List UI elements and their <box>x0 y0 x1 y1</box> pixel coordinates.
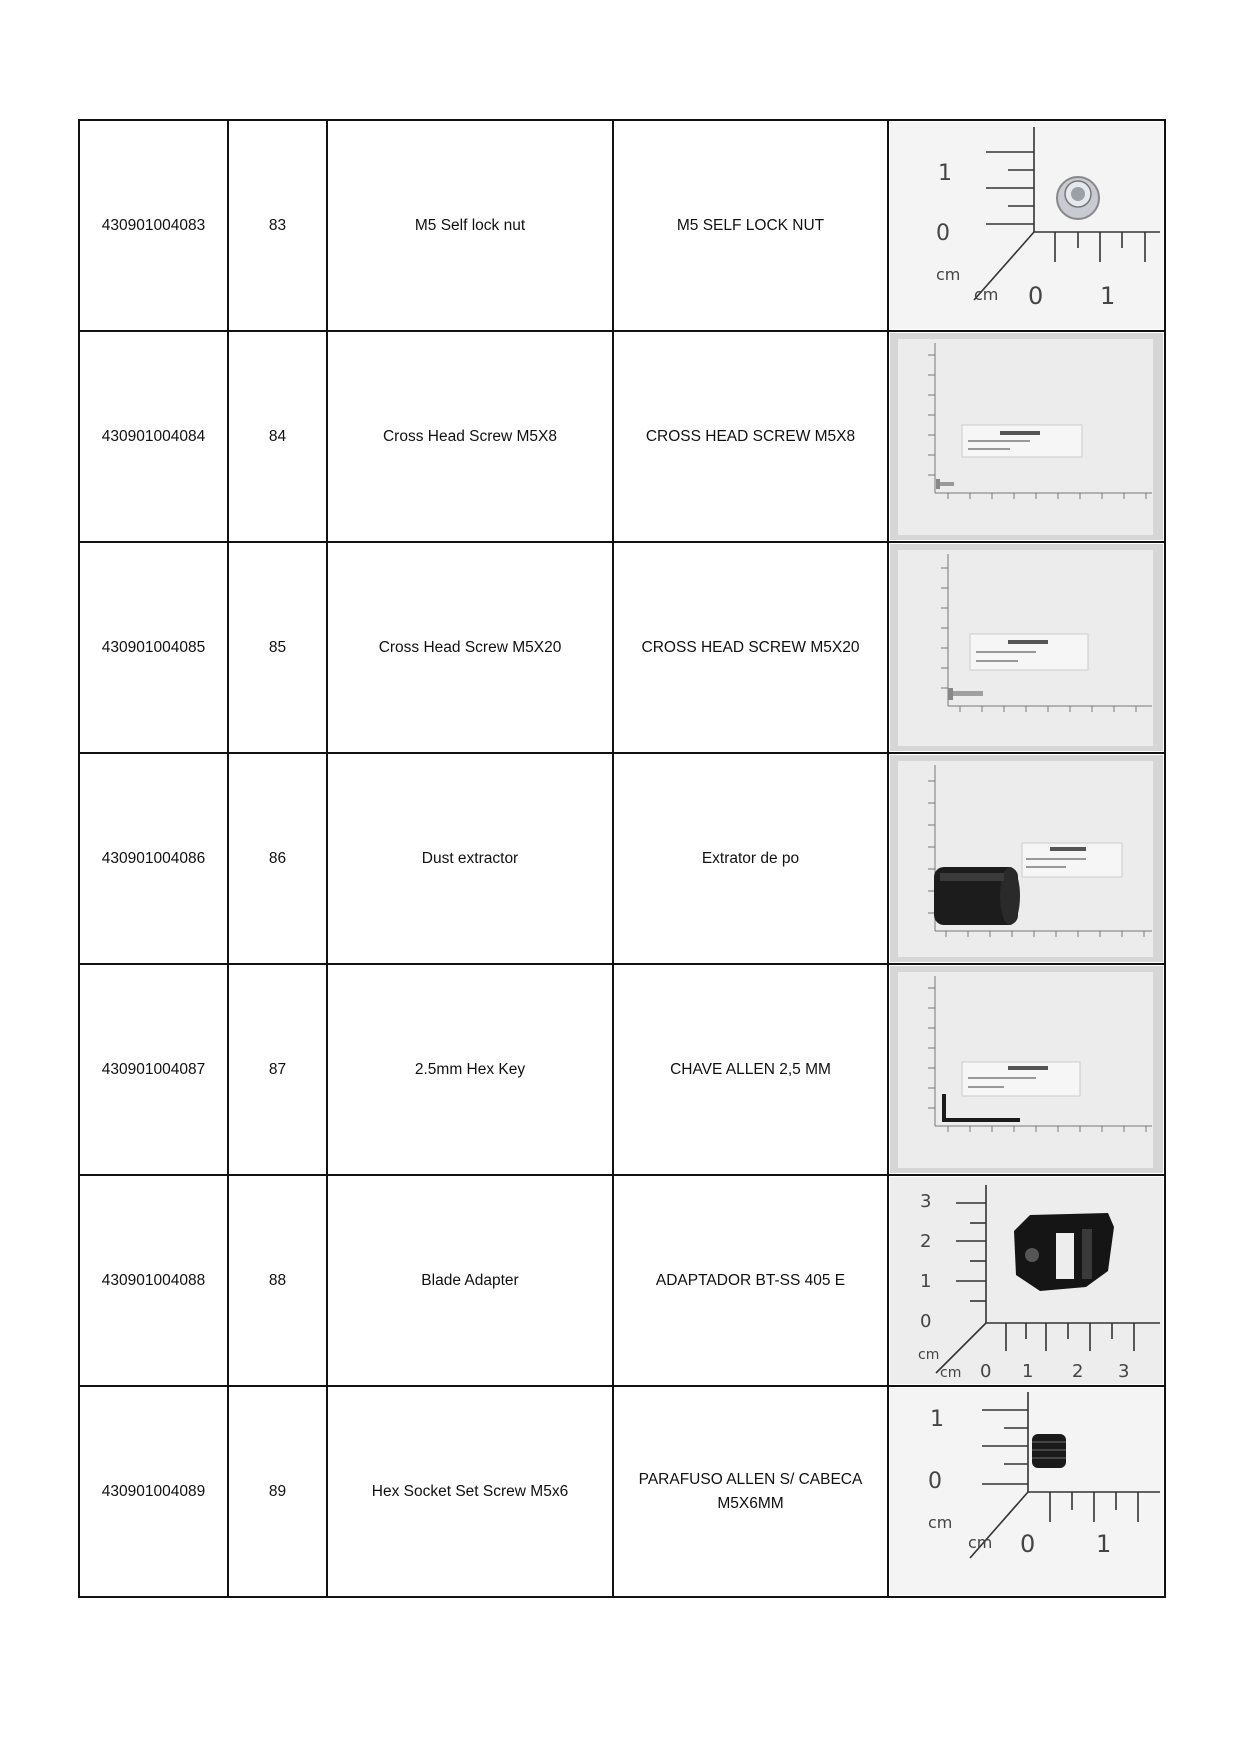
set-screw-photo <box>890 1388 1163 1595</box>
dust-extractor-photo <box>890 755 1163 962</box>
part-photo-cell <box>888 120 1165 331</box>
svg-text:3: 3 <box>920 1191 932 1212</box>
part-description: 2.5mm Hex Key <box>327 964 613 1175</box>
svg-text:1: 1 <box>930 1407 944 1432</box>
part-description-pt: CROSS HEAD SCREW M5X8 <box>613 331 888 542</box>
svg-text:cm: cm <box>936 265 961 284</box>
part-description-pt: CROSS HEAD SCREW M5X20 <box>613 542 888 753</box>
part-code: 430901004084 <box>79 331 228 542</box>
svg-text:2: 2 <box>1072 1361 1084 1382</box>
svg-text:2: 2 <box>920 1231 932 1252</box>
table-row <box>79 1175 1165 1386</box>
table-row <box>79 753 1165 964</box>
part-description: Hex Socket Set Screw M5x6 <box>327 1386 613 1597</box>
position-number: 87 <box>228 964 327 1175</box>
svg-text:0: 0 <box>1020 1530 1036 1558</box>
svg-text:0: 0 <box>920 1311 932 1332</box>
part-description: Cross Head Screw M5X8 <box>327 331 613 542</box>
table-row <box>79 120 1165 331</box>
svg-text:0: 0 <box>936 221 950 246</box>
part-code: 430901004087 <box>79 964 228 1175</box>
svg-text:0: 0 <box>1028 282 1044 310</box>
position-number: 86 <box>228 753 327 964</box>
hex-key-photo <box>890 966 1163 1173</box>
position-number: 89 <box>228 1386 327 1597</box>
svg-text:1: 1 <box>1100 282 1116 310</box>
svg-text:1: 1 <box>1096 1530 1112 1558</box>
part-code: 430901004085 <box>79 542 228 753</box>
part-code: 430901004089 <box>79 1386 228 1597</box>
part-description-pt: M5 SELF LOCK NUT <box>613 120 888 331</box>
svg-text:cm: cm <box>928 1513 953 1532</box>
table-row <box>79 1386 1165 1597</box>
svg-text:0: 0 <box>980 1361 992 1382</box>
table-row <box>79 964 1165 1175</box>
svg-text:cm: cm <box>974 285 999 304</box>
part-description: M5 Self lock nut <box>327 120 613 331</box>
svg-text:0: 0 <box>928 1469 942 1494</box>
svg-text:1: 1 <box>920 1271 932 1292</box>
parts-table <box>78 119 1166 1598</box>
part-description-pt: Extrator de po <box>613 753 888 964</box>
part-photo-cell <box>888 542 1165 753</box>
cross-head-screw-photo <box>890 333 1163 540</box>
part-photo-cell <box>888 1386 1165 1597</box>
position-number: 84 <box>228 331 327 542</box>
table-row <box>79 331 1165 542</box>
part-description-pt: PARAFUSO ALLEN S/ CABECA M5X6MM <box>613 1386 888 1597</box>
part-photo-cell <box>888 964 1165 1175</box>
part-code: 430901004086 <box>79 753 228 964</box>
svg-text:cm: cm <box>918 1347 940 1363</box>
part-description: Dust extractor <box>327 753 613 964</box>
part-description: Cross Head Screw M5X20 <box>327 542 613 753</box>
blade-adapter-photo <box>890 1177 1163 1384</box>
svg-text:1: 1 <box>938 161 952 186</box>
position-number: 88 <box>228 1175 327 1386</box>
part-photo-cell <box>888 753 1165 964</box>
part-code: 430901004083 <box>79 120 228 331</box>
position-number: 85 <box>228 542 327 753</box>
svg-text:1: 1 <box>1022 1361 1034 1382</box>
part-description: Blade Adapter <box>327 1175 613 1386</box>
part-description-pt: CHAVE ALLEN 2,5 MM <box>613 964 888 1175</box>
position-number: 83 <box>228 120 327 331</box>
part-photo-cell <box>888 331 1165 542</box>
self-lock-nut-photo <box>890 122 1163 329</box>
svg-text:cm: cm <box>968 1533 993 1552</box>
part-code: 430901004088 <box>79 1175 228 1386</box>
table-row <box>79 542 1165 753</box>
svg-text:cm: cm <box>940 1365 962 1381</box>
part-photo-cell <box>888 1175 1165 1386</box>
svg-text:3: 3 <box>1118 1361 1130 1382</box>
part-description-pt: ADAPTADOR BT-SS 405 E <box>613 1175 888 1386</box>
cross-head-screw-long-photo <box>890 544 1163 751</box>
